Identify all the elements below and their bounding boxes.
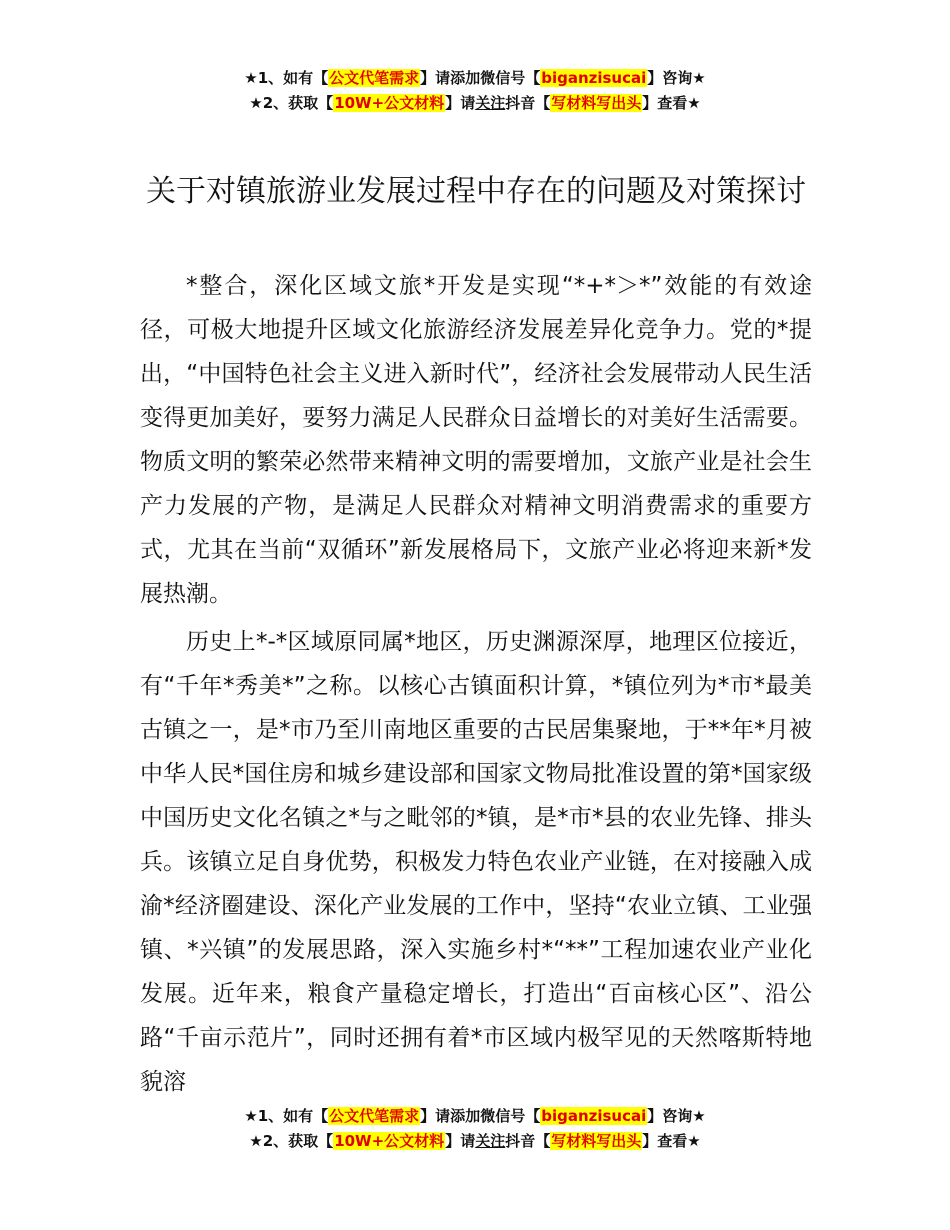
header-banner — [0, 66, 950, 116]
banner-text: 抖音【 — [505, 94, 551, 112]
banner-text: 】咨询★ — [647, 1107, 706, 1125]
highlight-wechat-id: biganzisucai — [541, 69, 647, 87]
banner-text-underlined: 关注 — [475, 94, 506, 112]
banner-text: 】请添 — [420, 1107, 466, 1125]
banner-text: 】查看★ — [642, 94, 701, 112]
banner-text: 】查看★ — [642, 1132, 701, 1150]
banner-text: 加 — [465, 69, 481, 87]
document-title: 关于对镇旅游业发展过程中存在的问题及对策探讨 — [146, 174, 806, 209]
paragraph-1: *整合，深化区域文旅*开发是实现“*+*＞*”效能的有效途径，可极大地提升区域文化旅游经济发展差异化竞争力。党的*提出，“中国特色社会主义进入新时代”，经济社会发展带动人民生活变得更加美好，要努力满足人民群众日益增长的对美好生活需要。物质文明的繁荣必然带来精神文明的需要增加，文旅产业是社会生产力发展的产物，是满足人民群众对精神文明消费需求的重要方式，尤其在当前“双循环”新发展格局下，文旅产业必将迎来新*发展热潮。 — [140, 273, 812, 607]
paragraph-2: 历史上*-*区域原同属*地区，历史渊源深厚，地理区位接近，有“千年*秀美*”之称。以核心古镇面积计算，*镇位列为*市*最美古镇之一，是*市乃至川南地区重要的古民居集聚地，于**年*月被中华人民*国住房和城乡建设部和国家文物局批准设置的第*国家级中国历史文化名镇之*与之毗邻的*镇，是*市*县的农业先锋、排头兵。该镇立足自身优势，积极发力特色农业产业链，在对接融入成渝*经济圈建设、深化产业发展的工作中，坚持“农业立镇、工业强镇、*兴镇”的发展思路，深入实施乡村*“**”工程加速农业产业化发展。近年来，粮食产量稳定增长，打造出“百亩核心区”、沿公路“千亩示范片”，同时还拥有着*市区域内极罕见的天然喀斯特地貌溶 — [140, 629, 812, 1095]
banner-text: ★1、如有【 — [244, 69, 329, 87]
banner-line-1 — [0, 66, 950, 91]
highlight-douyin-account: 写材料写出头 — [551, 1132, 642, 1150]
banner-text: ★2、获取【 — [249, 1132, 334, 1150]
banner-line-2 — [0, 91, 950, 116]
banner-text: ★1、如有【 — [244, 1107, 329, 1125]
highlight-writing-service: 公文代笔需求 — [329, 69, 420, 87]
highlight-materials: 10W+公文材料 — [334, 94, 445, 112]
banner-text: 】请 — [445, 1132, 476, 1150]
banner-text: 】请添 — [420, 69, 466, 87]
banner-text: 】请 — [445, 94, 476, 112]
banner-line-1 — [0, 1104, 950, 1129]
highlight-writing-service: 公文代笔需求 — [329, 1107, 420, 1125]
banner-text: ★2、获取【 — [249, 94, 334, 112]
footer-banner — [0, 1104, 950, 1154]
banner-text: 抖音【 — [505, 1132, 551, 1150]
banner-text-underlined: 关注 — [475, 1132, 506, 1150]
document-body — [140, 264, 812, 1108]
banner-text: 微信号【 — [480, 1107, 541, 1125]
banner-text: 微信号【 — [480, 69, 541, 87]
highlight-materials: 10W+公文材料 — [334, 1132, 445, 1150]
banner-line-2 — [0, 1129, 950, 1154]
banner-text: 加 — [465, 1107, 481, 1125]
banner-text: 】咨询★ — [647, 69, 706, 87]
highlight-wechat-id: biganzisucai — [541, 1107, 647, 1125]
highlight-douyin-account: 写材料写出头 — [551, 94, 642, 112]
